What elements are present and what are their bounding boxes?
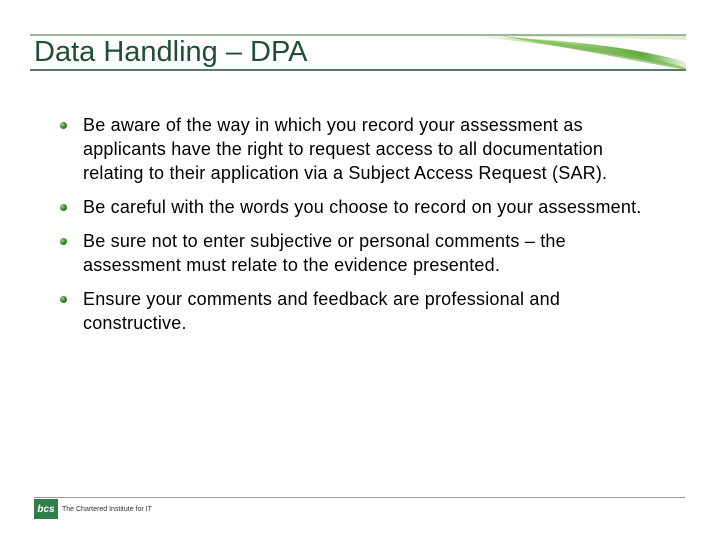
bullet-item (60, 287, 660, 335)
bullet-icon (60, 204, 67, 211)
bullet-icon (60, 122, 67, 129)
title-area (30, 32, 686, 72)
bullet-text: Be sure not to enter subjective or personal comments – the assessment must relate to the evidence presented. (83, 231, 566, 275)
bullet-item (60, 229, 660, 277)
logo-tagline: The Chartered Institute for IT (62, 505, 152, 513)
bullet-icon (60, 238, 67, 245)
bullet-text: Be careful with the words you choose to record on your assessment. (83, 197, 642, 217)
footer-logo (34, 499, 152, 519)
footer-divider (34, 497, 685, 498)
bullet-list (60, 113, 660, 345)
bullet-text: Ensure your comments and feedback are professional and constructive. (83, 289, 561, 333)
bcs-logo-icon: bcs (34, 499, 58, 519)
slide-title: Data Handling – DPA (34, 36, 308, 68)
bullet-item (60, 113, 660, 185)
bullet-icon (60, 296, 67, 303)
bullet-text: Be aware of the way in which you record your assessment as applicants have the right to request access to all documentation relating to their application via a Subject Access Request (SAR). (83, 115, 608, 183)
bullet-item (60, 195, 660, 219)
